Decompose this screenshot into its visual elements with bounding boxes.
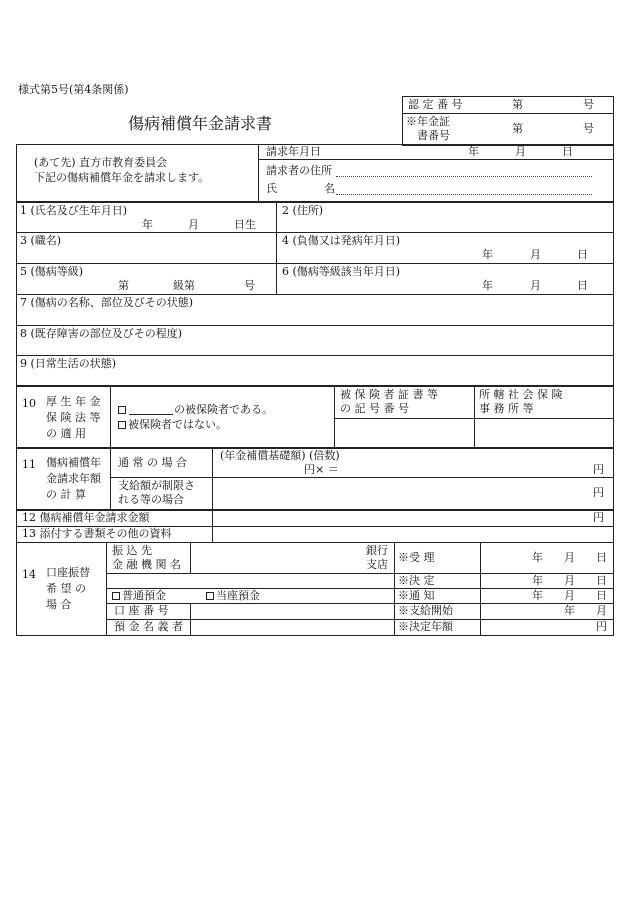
cert-number-label: 認 定 番 号 bbox=[408, 98, 463, 111]
addressee: (あて先) 直方市教育委員会 bbox=[34, 156, 168, 169]
base-amount-label: (年金補償基礎額) (倍数) bbox=[220, 449, 340, 462]
received-label: ※受 理 bbox=[398, 551, 435, 564]
current-deposit-checkbox[interactable] bbox=[206, 592, 214, 600]
section-8-label: 8 (既存障害の部位及びその程度) bbox=[20, 327, 183, 340]
section-10-label: 厚 生 年 金 bbox=[46, 395, 101, 408]
pension-cert-label: ※年金証 bbox=[406, 115, 450, 128]
section-13-label: 13 添付する書類その他の資料 bbox=[22, 527, 172, 540]
calc-formula: 円× ＝ bbox=[304, 463, 339, 476]
section-5-label: 5 (傷病等級) bbox=[20, 265, 84, 278]
page-title: 傷病補償年金請求書 bbox=[128, 114, 273, 133]
annual-amount-label: ※決定年額 bbox=[398, 620, 453, 633]
normal-case-label: 通 常 の 場 合 bbox=[118, 456, 187, 469]
decided-label: ※決 定 bbox=[398, 574, 435, 587]
account-holder-label: 預 金 名 義 者 bbox=[114, 620, 183, 633]
ordinary-deposit-checkbox[interactable] bbox=[112, 592, 120, 600]
bank-label: 振 込 先 bbox=[112, 544, 152, 557]
requester-address-label: 請求者の住所 bbox=[266, 164, 332, 177]
section-9-label: 9 (日常生活の状態) bbox=[20, 357, 117, 370]
address-line[interactable] bbox=[336, 176, 592, 177]
account-number-label: 口 座 番 号 bbox=[114, 604, 169, 617]
not-insured-option: 被保険者ではない。 bbox=[128, 418, 227, 431]
section-4-label: 4 (負傷又は発病年月日) bbox=[282, 234, 401, 247]
section-2-label: 2 (住所) bbox=[282, 204, 324, 217]
not-insured-checkbox[interactable] bbox=[118, 421, 126, 429]
section-6-label: 6 (傷病等級該当年月日) bbox=[282, 265, 401, 278]
social-insurance-office-label: 所 轄 社 会 保 険 bbox=[479, 388, 563, 401]
section-3-label: 3 (職名) bbox=[20, 234, 62, 247]
form-label: 様式第5号(第4条関係) bbox=[18, 83, 129, 96]
notified-label: ※通 知 bbox=[398, 589, 435, 602]
section-1-label: 1 (氏名及び生年月日) bbox=[20, 204, 128, 217]
insured-checkbox[interactable] bbox=[118, 406, 126, 414]
payment-start-label: ※支給開始 bbox=[398, 604, 453, 617]
insurance-type-blank[interactable] bbox=[129, 414, 173, 415]
current-deposit-label: 当座預金 bbox=[216, 589, 260, 602]
ordinary-deposit-label: 普通預金 bbox=[122, 589, 166, 602]
insured-option: の被保険者である。 bbox=[174, 403, 273, 416]
insured-cert-number-label: 被 保 険 者 証 書 等 bbox=[340, 388, 438, 401]
requester-name-label: 氏 bbox=[266, 182, 277, 195]
request-date-label: 請求年月日 bbox=[266, 145, 321, 158]
section-7-label: 7 (傷病の名称、部位及びその状態) bbox=[20, 296, 194, 309]
section-14-label: 口座振替 bbox=[46, 566, 90, 579]
section-12-label: 12 傷病補償年金請求金額 bbox=[22, 511, 150, 524]
section-11-label: 傷病補償年 bbox=[46, 456, 101, 469]
name-line[interactable] bbox=[336, 194, 592, 195]
request-statement: 下記の傷病補償年金を請求します。 bbox=[34, 171, 210, 184]
limited-case-label: 支給額が制限さ bbox=[118, 479, 195, 492]
